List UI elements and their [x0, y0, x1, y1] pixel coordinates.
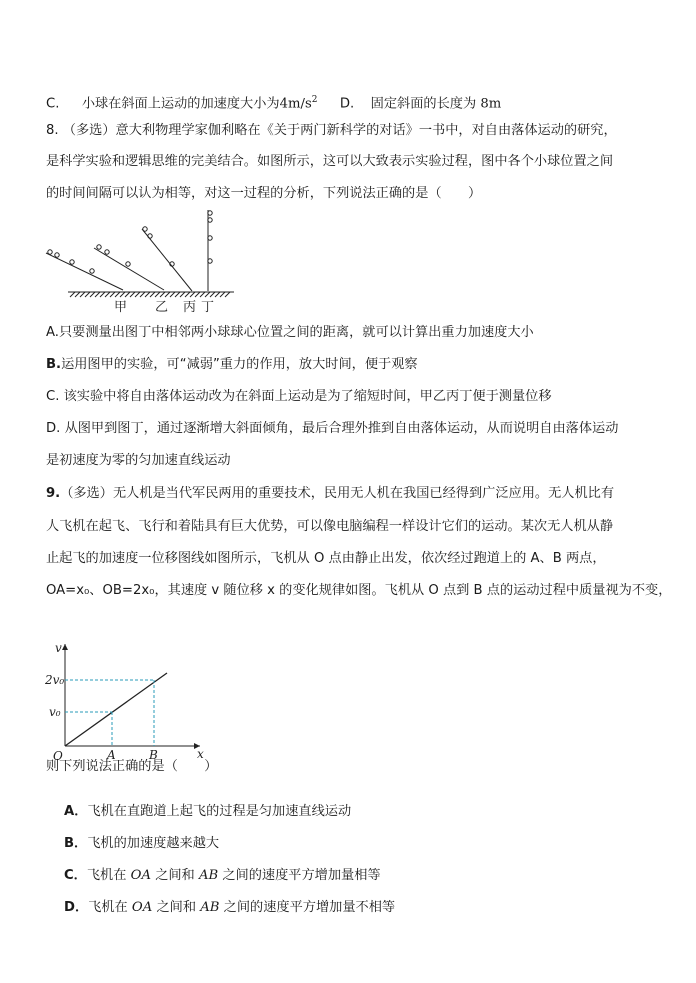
ground-hatch	[70, 292, 230, 297]
q7-option-d-text: 固定斜面的长度为	[370, 96, 477, 112]
q8-option-c-label: C.	[46, 389, 60, 404]
y-axis-label: v	[55, 641, 62, 655]
q8-option-d-label: D.	[46, 421, 61, 436]
q8-number: 8.	[46, 123, 59, 138]
q9-option-c	[64, 867, 381, 885]
q9-option-d-pre: 飞机在	[88, 900, 128, 915]
q8-option-b-text: 运用图甲的实验，可“减弱”重力的作用，放大时间，便于观察	[61, 357, 418, 372]
q9-option-c-post: 之间的速度平方增加量相等	[222, 868, 381, 883]
q8-figure-inclined-planes	[44, 205, 244, 315]
label-jia: 甲	[114, 300, 128, 315]
q8-stem-line1	[46, 122, 617, 140]
q9-option-c-ab: AB	[198, 868, 219, 883]
q9-stem-text-1: 无人机是当代军民两用的重要技术，民用无人机在我国已经得到广泛应用。无人机比有	[112, 486, 615, 501]
q9-stem-line1	[46, 485, 614, 503]
q9-option-a	[64, 803, 351, 821]
q8-option-a-label: A.	[46, 325, 59, 340]
q8-option-d	[46, 420, 618, 438]
q8-option-a	[46, 324, 534, 342]
q9-option-b-text: 飞机的加速度越来越大	[87, 836, 220, 851]
tick-A: A	[107, 748, 116, 762]
ball	[70, 260, 74, 264]
q8-option-b-label: B.	[46, 357, 62, 372]
ball	[126, 262, 130, 266]
origin-label: O	[53, 749, 63, 763]
q9-stem-line4: OA=x₀、OB=2x₀，其速度 v 随位移 x 的变化规律如图。飞机从 O 点到 B 点的运动过程中质量视为不变，	[46, 583, 672, 598]
q9-number: 9.	[46, 486, 61, 501]
q9-option-d-ab: AB	[200, 900, 220, 915]
q9-option-d-post: 之间的速度平方增加量不相等	[223, 900, 396, 915]
q8-option-d-text: 从图甲到图丁，通过逐渐增大斜面倾角，最后合理外推到自由落体运动，从而说明自由落体运动	[64, 421, 619, 436]
q9-option-c-pre: 飞机在	[86, 868, 127, 883]
q8-option-a-text: 只要测量出图丁中相邻两小球球心位置之间的距离，就可以计算出重力加速度大小	[58, 325, 534, 340]
ball	[90, 269, 94, 273]
ball	[143, 227, 147, 231]
q8-stem-line3: 的时间间隔可以认为相等，对这一过程的分析，下列说法正确的是（ ）	[46, 186, 482, 201]
q7-option-c-exponent: 2	[311, 95, 318, 105]
q9-option-b-label: B．	[64, 836, 88, 851]
q9-option-d-oa: OA	[131, 900, 153, 915]
q7-option-c-text: 小球在斜面上运动的加速度大小为	[81, 96, 280, 112]
ball	[105, 250, 109, 254]
q9-option-d-label: D．	[64, 900, 89, 915]
label-ding: 丁	[201, 300, 215, 315]
q9-option-c-mid: 之间和	[155, 868, 195, 883]
v-x-line	[65, 673, 167, 746]
q8-option-b	[46, 356, 418, 374]
label-bing: 丙	[183, 300, 197, 315]
q7-option-c-d	[46, 91, 501, 113]
q7-option-c-value: 4m/s	[279, 96, 312, 112]
q9-after-graph: 则下列说法正确的是（ ）	[46, 759, 218, 774]
q8-option-c-text: 该实验中将自由落体运动改为在斜面上运动是为了缩短时间，甲乙丙丁便于测量位移	[63, 389, 552, 404]
q9-option-a-label: A．	[64, 804, 88, 819]
q9-tag: （多选）	[60, 486, 113, 501]
x-axis-label: x	[197, 747, 204, 761]
ball	[148, 234, 152, 238]
q9-option-b	[64, 835, 219, 853]
q7-option-d-value: 8m	[480, 96, 502, 112]
q9-option-c-oa: OA	[130, 868, 151, 883]
q9-stem-line2: 人飞机在起飞、飞行和着陆具有巨大优势，可以像电脑编程一样设计它们的运动。某次无人机从静	[46, 519, 614, 534]
tick-v0: v₀	[49, 705, 61, 719]
tick-B: B	[149, 748, 158, 762]
ball	[48, 250, 52, 254]
tick-2v0: 2v₀	[45, 673, 65, 687]
q9-stem-line3: 止起飞的加速度一位移图线如图所示，飞机从 O 点由静止出发，依次经过跑道上的 A、B 两点，	[46, 551, 606, 566]
ball	[97, 245, 101, 249]
q9-option-a-text: 飞机在直跑道上起飞的过程是匀加速直线运动	[87, 804, 352, 819]
q8-stem-text-1: 意大利物理学家伽利略在《关于两门新科学的对话》一书中，对自由落体运动的研究，	[115, 123, 617, 138]
q9-vx-graph	[40, 636, 220, 764]
q7-option-c-label: C.	[46, 96, 60, 112]
ball	[55, 253, 59, 257]
label-yi: 乙	[155, 300, 169, 315]
incline-yi	[94, 248, 164, 290]
q8-option-d-line2: 是初速度为零的匀加速直线运动	[46, 453, 231, 468]
q9-option-d	[64, 899, 395, 917]
q9-option-c-label: C．	[64, 868, 87, 883]
q8-option-c	[46, 388, 552, 406]
q9-option-d-mid: 之间和	[156, 900, 197, 915]
q8-tag: （多选）	[62, 123, 116, 138]
q8-stem-line2: 是科学实验和逻辑思维的完美结合。如图所示，这可以大致表示实验过程，图中各个小球位置之间	[46, 154, 614, 169]
q7-option-d-label: D.	[339, 96, 355, 112]
